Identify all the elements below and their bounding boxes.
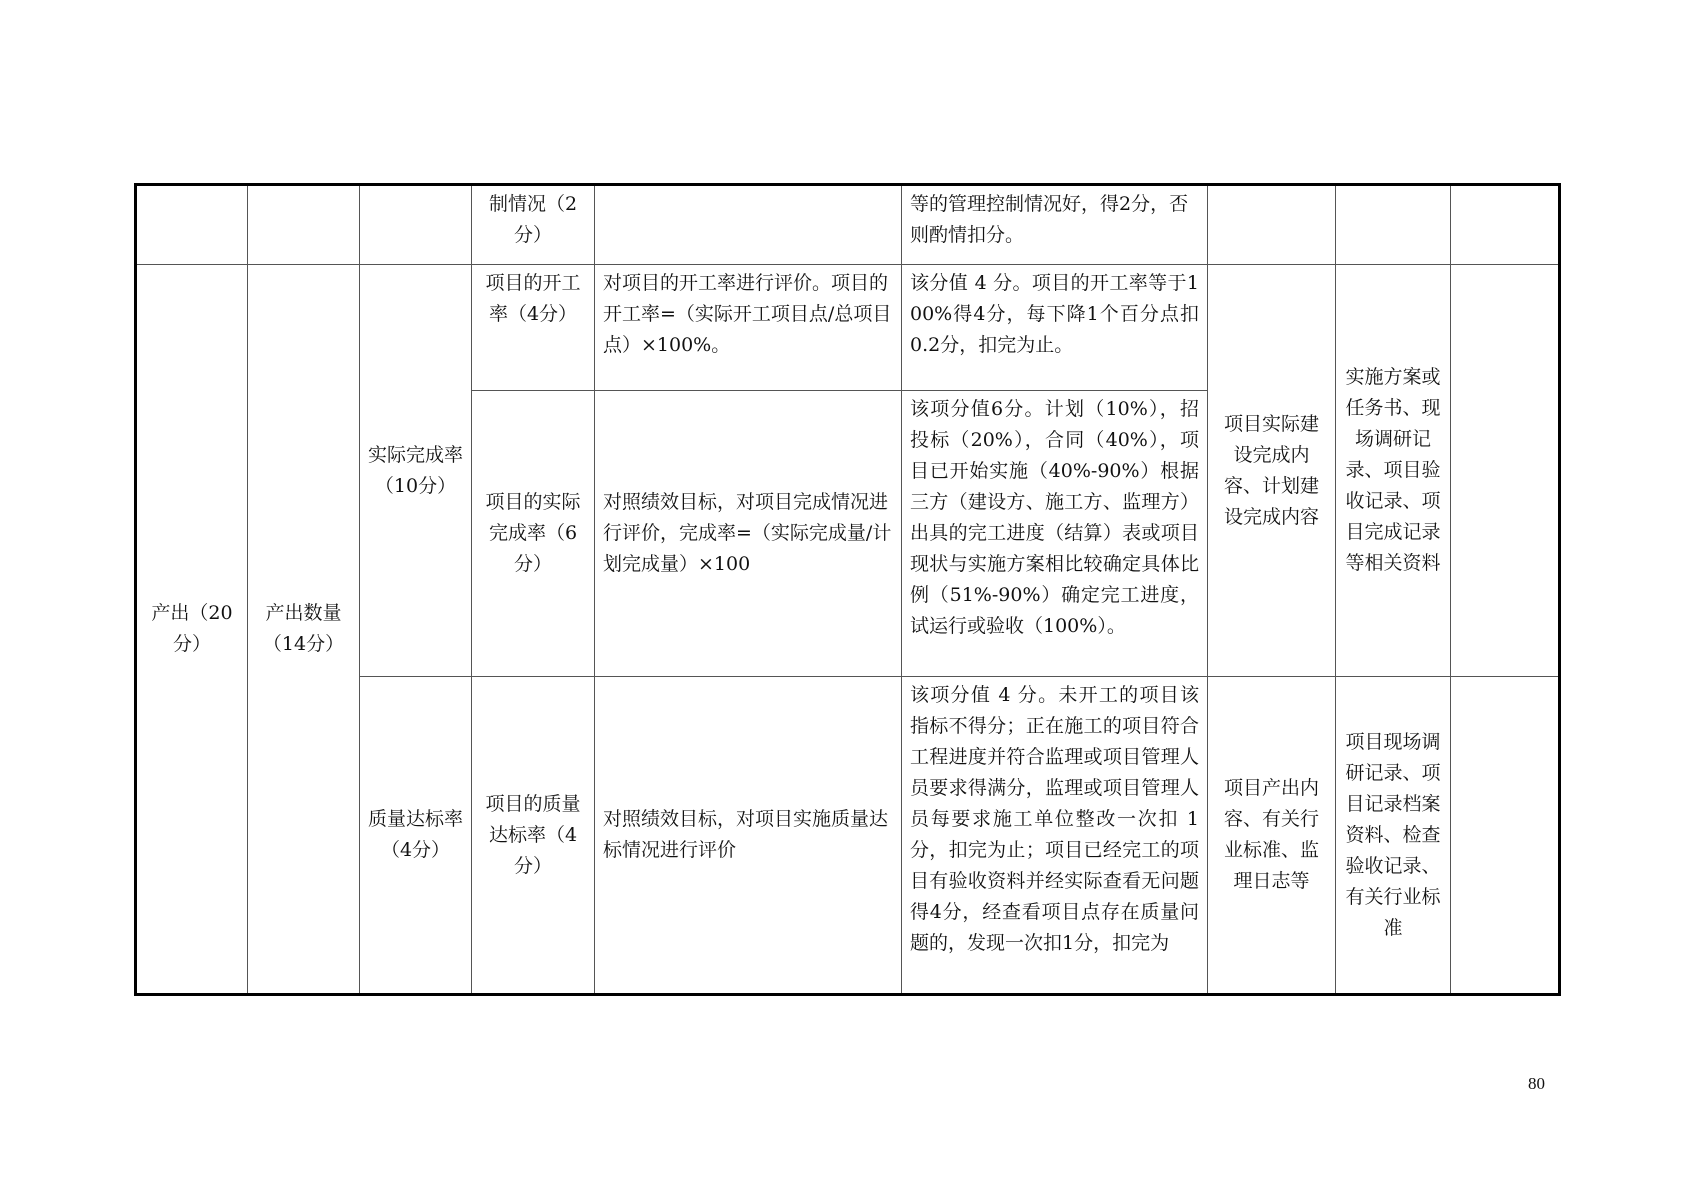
- cell-empty: [248, 185, 360, 265]
- level1-indicator: 产出（20分）: [136, 265, 248, 995]
- standard-cell: 等的管理控制情况好，得2分，否则酌情扣分。: [902, 185, 1208, 265]
- evidence-cell: 项目现场调研记录、项目记录档案资料、检查验收记录、有关行业标准: [1336, 677, 1451, 995]
- cell-empty: [1451, 265, 1560, 677]
- cell-empty: [1208, 185, 1336, 265]
- evidence-cell: 实施方案或任务书、现场调研记录、项目验收记录、项目完成记录等相关资料: [1336, 265, 1451, 677]
- cell-empty: [595, 185, 902, 265]
- cell-empty: [1336, 185, 1451, 265]
- indicator-cell: 项目的实际完成率（6分）: [472, 391, 595, 677]
- data-source-cell: 项目实际建设完成内容、计划建设完成内容: [1208, 265, 1336, 677]
- level2-indicator: 产出数量（14分）: [248, 265, 360, 995]
- data-source-cell: 项目产出内容、有关行业标准、监理日志等: [1208, 677, 1336, 995]
- explanation-cell: 对照绩效目标，对项目实施质量达标情况进行评价: [595, 677, 902, 995]
- indicator-cell: 项目的质量达标率（4分）: [472, 677, 595, 995]
- indicator-cell: 制情况（2分）: [472, 185, 595, 265]
- standard-cell: 该项分值6分。计划（10%），招投标（20%），合同（40%），项目已开始实施（40%-90%）根据三方（建设方、施工方、监理方）出具的完工进度（结算）表或项目现状与实施方案相比较确定具体比例（51%-90%）确定完工进度，试运行或验收（100%）。: [902, 391, 1208, 677]
- explanation-cell: 对项目的开工率进行评价。项目的开工率=（实际开工项目点/总项目点）×100%。: [595, 265, 902, 391]
- cell-empty: [1451, 677, 1560, 995]
- cell-empty: [136, 185, 248, 265]
- indicator-cell: 项目的开工率（4分）: [472, 265, 595, 391]
- table-row: [136, 265, 1560, 391]
- standard-cell: 该项分值 4 分。未开工的项目该指标不得分；正在施工的项目符合工程进度并符合监理或项目管理人员要求得满分，监理或项目管理人员每要求施工单位整改一次扣 1 分，扣完为止；项目已经完工的项目有验收资料并经实际查看无问题得4分，经查看项目点存在质量问题的，发现一次扣1分，扣完为: [902, 677, 1208, 995]
- cell-empty: [360, 185, 472, 265]
- explanation-cell: 对照绩效目标，对项目完成情况进行评价，完成率=（实际完成量/计划完成量）×100: [595, 391, 902, 677]
- level3-indicator: 实际完成率（10分）: [360, 265, 472, 677]
- cell-empty: [1451, 185, 1560, 265]
- table-row-continuation: [136, 185, 1560, 265]
- level3-indicator: 质量达标率（4分）: [360, 677, 472, 995]
- evaluation-table: [134, 183, 1561, 996]
- standard-cell: 该分值 4 分。项目的开工率等于100%得4分，每下降1个百分点扣0.2分，扣完为止。: [902, 265, 1208, 391]
- page-number: 80: [1528, 1074, 1545, 1093]
